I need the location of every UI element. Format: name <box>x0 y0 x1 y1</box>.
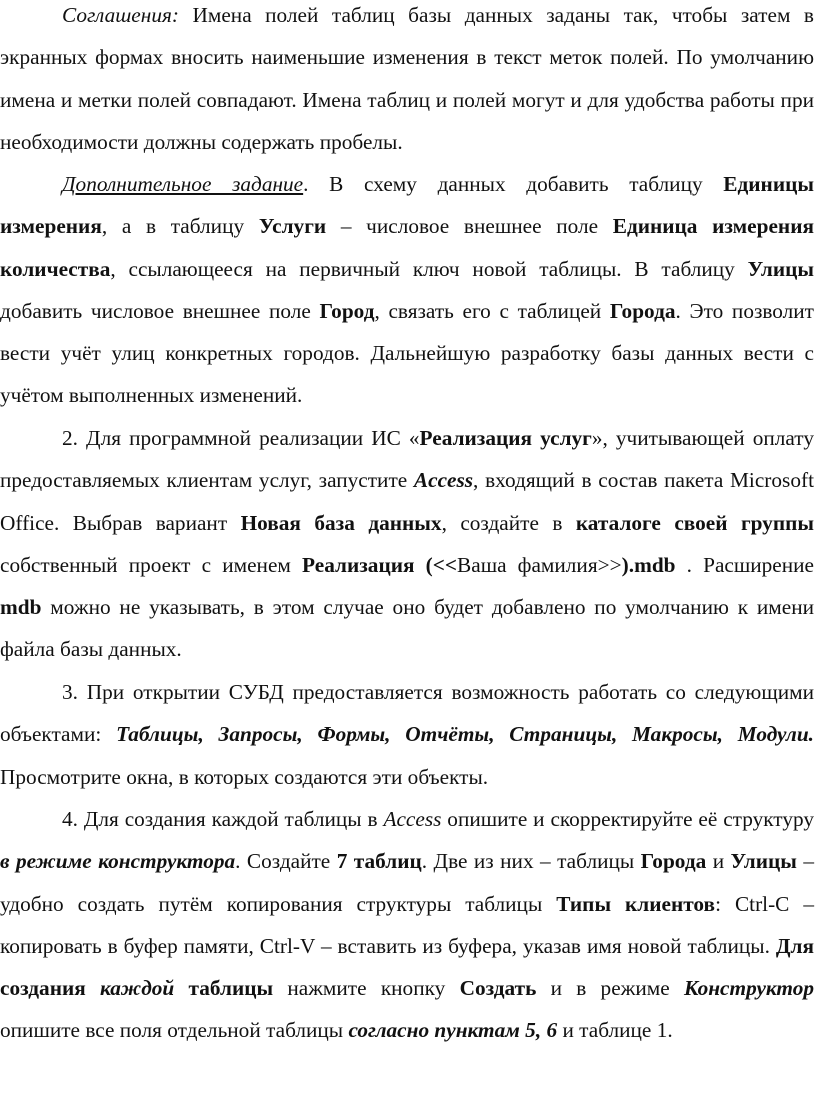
paragraph-step-2: 2. Для программной реализации ИС «Реализация услуг», учитывающей оплату предоставляемых клиентам услуг, запустите Access, входящий в состав пакета Microsoft Office. Выбрав вариант Новая база данных, создайте в каталоге своей группы собственный проект с именем Реализация (<<Ваша фамилия>>).mdb . Расширение mdb можно не указывать, в этом случае оно будет добавлено по умолчанию к имени файла базы данных. <box>0 426 815 662</box>
paragraph-conventions: Соглашения: Имена полей таблиц базы данных заданы так, чтобы затем в экранных формах вносить наименьшие изменения в текст меток полей. По умолчанию имена и метки полей совпадают. Имена таблиц и полей могут и для удобства работы при необходимости должны содержать пробелы. <box>0 3 814 154</box>
additional-task-heading: Дополнительное задание <box>62 172 304 196</box>
paragraph-step-4: 4. Для создания каждой таблицы в Access опишите и скорректируйте её структуру в режиме конструктора. Создайте 7 таблиц. Две из них – таблицы Города и Улицы – удобно создать путём копирования структуры таблицы Типы клиентов: Ctrl-C – копировать в буфер памяти, Ctrl-V – вставить из буфера, указав имя новой таблицы. Для создания каждой таблицы нажмите кнопку Создать и в режиме Конструктор опишите все поля отдельной таблицы согласно пунктам 5, 6 и таблице 1. <box>0 807 814 1043</box>
conventions-heading: Соглашения: <box>62 3 179 27</box>
paragraph-additional-task: Дополнительное задание. В схему данных добавить таблицу Единицы измерения, а в таблицу Услуги – числовое внешнее поле Единица измерения количества, ссылающееся на первичный ключ новой таблицы. В таблицу Улицы добавить числовое внешнее поле Город, связать его с таблицей Города. Это позволит вести учёт улиц конкретных городов. Дальнейшую разработку базы данных вести с учётом выполненных изменений. <box>0 172 814 408</box>
paragraph-step-3: 3. При открытии СУБД предоставляется возможность работать со следующими объектами: Таблицы, Запросы, Формы, Отчёты, Страницы, Макросы, Модули. Просмотрите окна, в которых создаются эти объекты. <box>0 680 814 789</box>
